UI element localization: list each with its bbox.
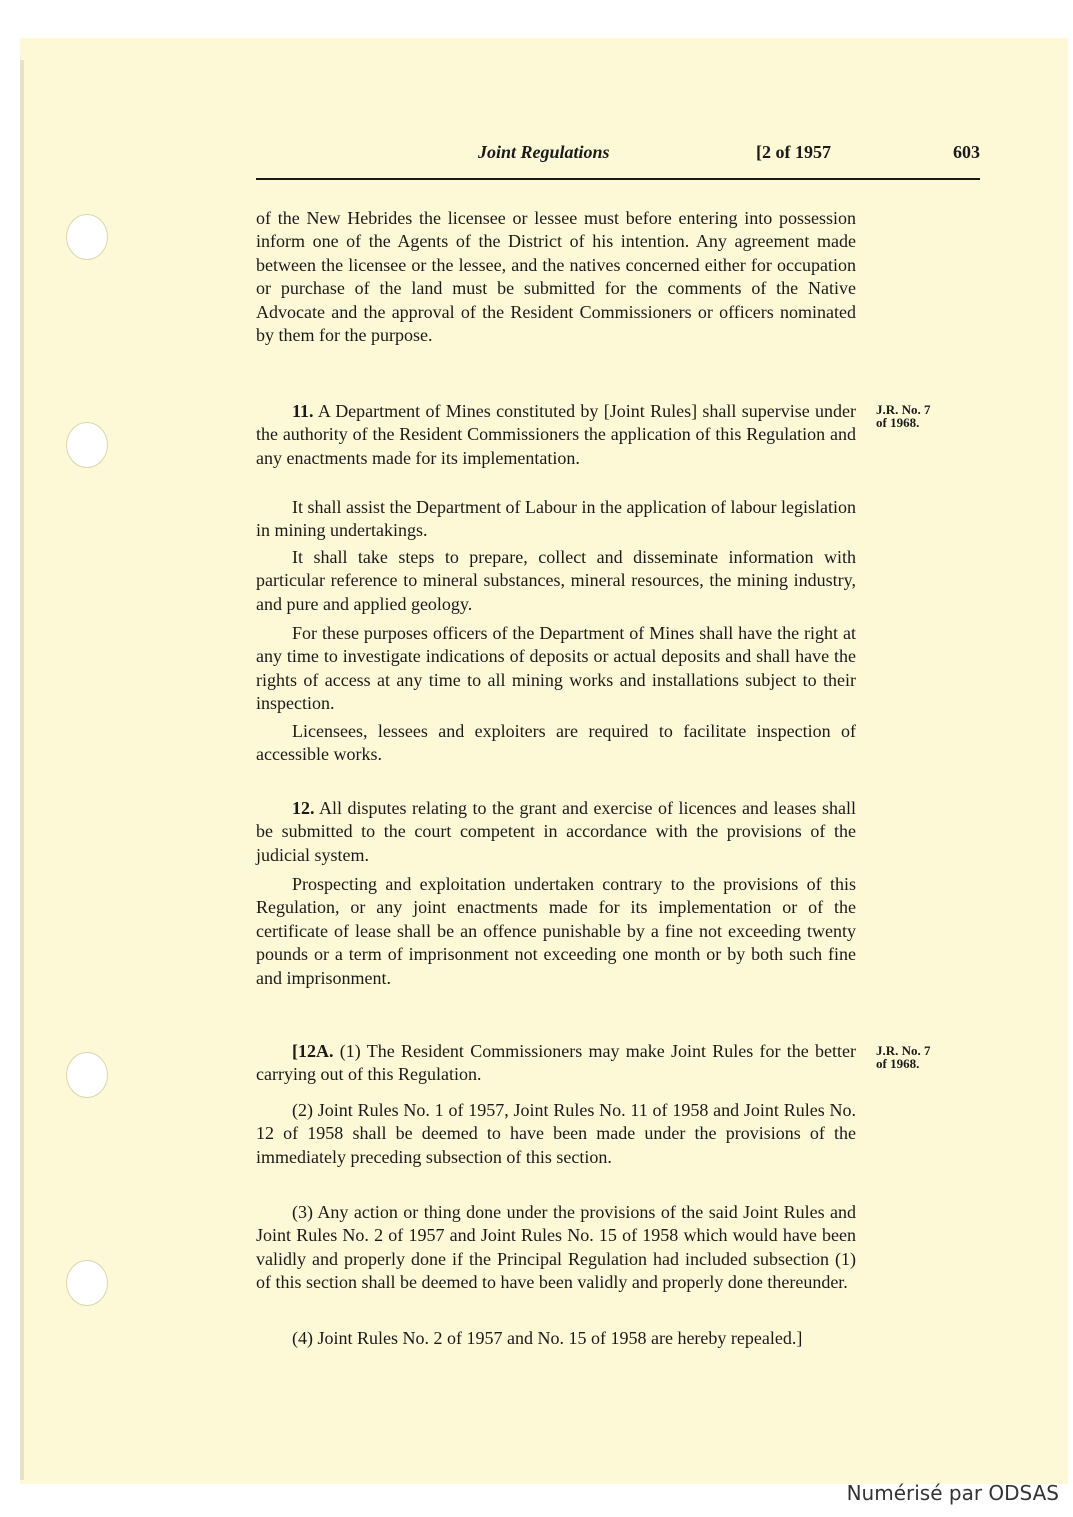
section-12a bbox=[256, 1040, 856, 1087]
paragraph: Prospecting and exploitation undertaken contrary to the provisions of this Regulation, or any joint enactments made for its implementation or of the certificate of lease shall be an offence punishable by a fine not exceeding twenty pounds or a term of imprisonment not exceeding one month or by both such fine and imprisonment. bbox=[256, 874, 856, 988]
margin-note bbox=[876, 403, 966, 429]
punch-hole bbox=[66, 1052, 108, 1098]
header-rule bbox=[256, 178, 980, 180]
section-text: A Department of Mines constituted by [Joint Rules] shall supervise under the authority of the Resident Commissioners the application of this Regulation and any enactments made for its implementation. bbox=[256, 401, 856, 468]
punch-hole bbox=[66, 1260, 108, 1306]
paragraph-continued: of the New Hebrides the licensee or lessee must before entering into possession inform one of the Agents of the District of his intention. Any agreement made between the licensee or the lessee, and the natives concerned either for occupation or purchase of the land must be submitted for the comments of the Native Advocate and the approval of the Resident Commissioners or officers nominated by them for the purpose. bbox=[256, 208, 856, 346]
page-edge-shadow bbox=[20, 60, 24, 1480]
margin-note-year: of 1968. bbox=[876, 415, 920, 430]
scan-credit: Numérisé par ODSAS bbox=[846, 1481, 1059, 1505]
section-text: All disputes relating to the grant and exercise of licences and leases shall be submitted to the court competent in accordance with the provisions of the judicial system. bbox=[256, 798, 856, 865]
margin-note-ref: J.R. No. 7 bbox=[876, 402, 931, 417]
header-regulation-ref: [2 of 1957 bbox=[756, 142, 831, 162]
punch-hole bbox=[66, 214, 108, 260]
section-number: [12A. bbox=[292, 1041, 334, 1061]
paragraph: Licensees, lessees and exploiters are required to facilitate inspection of accessible works. bbox=[256, 721, 856, 765]
margin-note-ref: J.R. No. 7 bbox=[876, 1043, 931, 1058]
margin-note bbox=[876, 1044, 966, 1070]
paragraph: (2) Joint Rules No. 1 of 1957, Joint Rules No. 11 of 1958 and Joint Rules No. 12 of 1958 shall be deemed to have been made under the provisions of the immediately preceding subsection of this section. bbox=[256, 1100, 856, 1167]
section-number: 11. bbox=[292, 401, 314, 421]
punch-hole bbox=[66, 422, 108, 468]
paragraph: It shall take steps to prepare, collect and disseminate information with particular reference to mineral substances, mineral resources, the mining industry, and pure and applied geology. bbox=[256, 547, 856, 614]
header-title: Joint Regulations bbox=[478, 142, 610, 162]
section-12 bbox=[256, 797, 856, 867]
paragraph: (4) Joint Rules No. 2 of 1957 and No. 15 of 1958 are hereby repealed.] bbox=[292, 1328, 803, 1348]
running-header bbox=[256, 140, 980, 168]
section-number: 12. bbox=[292, 798, 315, 818]
section-11 bbox=[256, 400, 856, 470]
section-text: (1) The Resident Commissioners may make Joint Rules for the better carrying out of this Regulation. bbox=[256, 1041, 856, 1085]
paragraph: It shall assist the Department of Labour in the application of labour legislation in mining undertakings. bbox=[256, 497, 856, 541]
margin-note-year: of 1968. bbox=[876, 1056, 920, 1071]
page-number: 603 bbox=[953, 142, 980, 162]
paragraph: (3) Any action or thing done under the provisions of the said Joint Rules and Joint Rules No. 2 of 1957 and Joint Rules No. 15 of 1958 which would have been validly and properly done if the Principal Regulation had included subsection (1) of this section shall be deemed to have been validly and properly done thereunder. bbox=[256, 1202, 856, 1293]
paragraph: For these purposes officers of the Department of Mines shall have the right at any time to investigate indications of deposits or actual deposits and shall have the rights of access at any time to all mining works and installations subject to their inspection. bbox=[256, 623, 856, 714]
